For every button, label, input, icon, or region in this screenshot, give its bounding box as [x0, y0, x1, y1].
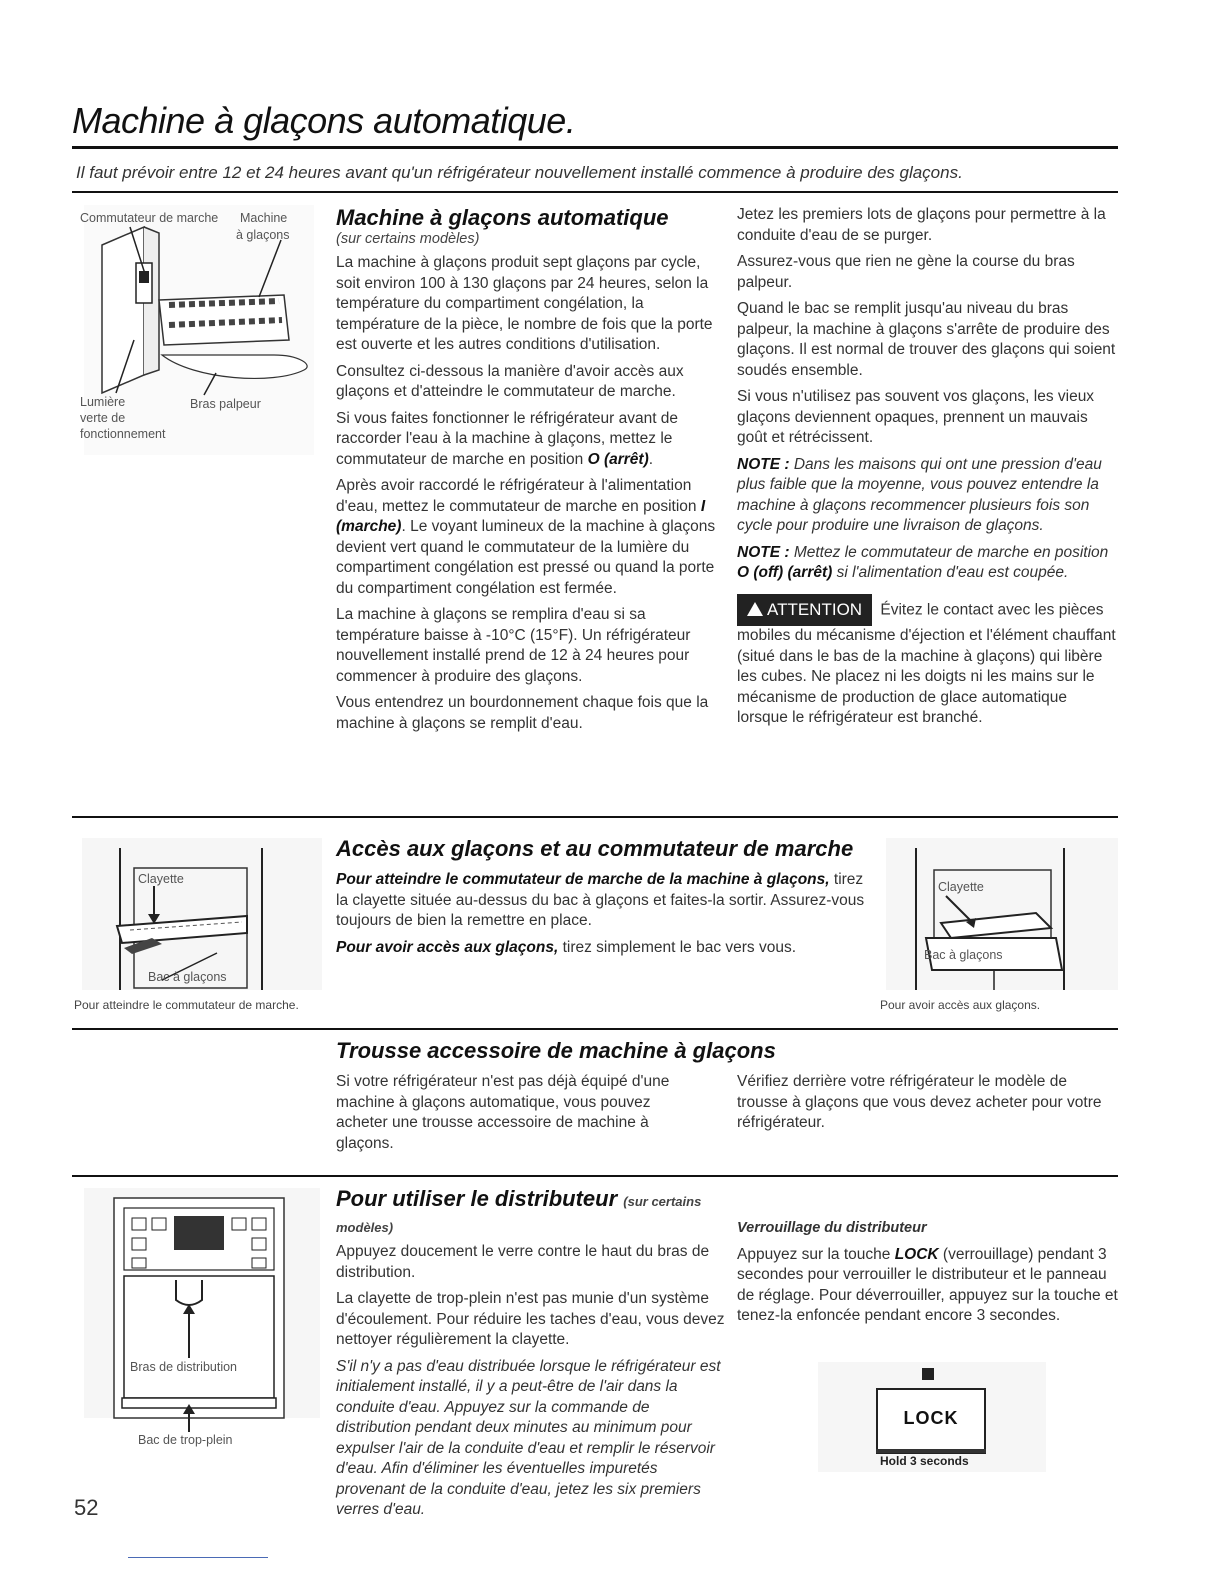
right-shelf-label: Clayette	[938, 880, 984, 894]
shelf-illustration-left	[82, 838, 322, 990]
section3-rule	[72, 1028, 1118, 1030]
shelf-figure-right	[886, 838, 1118, 990]
label-machine-1: Machine	[240, 211, 288, 225]
tray-label: Bac de trop-plein	[138, 1433, 233, 1447]
label-light-1: Lumière	[80, 395, 126, 409]
subtitle-rule	[72, 191, 1118, 193]
icemaker-figure	[74, 205, 324, 455]
label-arm: Bras palpeur	[190, 397, 261, 411]
lock-text: Appuyez sur la touche LOCK (verrouillage) pendant 3 secondes pour verrouiller le distributeur et le panneau de réglage. Pour déverrouiller, appuyez sur la touche et tenez-la enfoncée pendant encore 3 secondes.	[737, 1245, 1118, 1324]
section1-r1: Jetez les premiers lots de glaçons pour permettre à la conduite d'eau de se purger.	[737, 206, 1106, 244]
page-number: 52	[74, 1495, 99, 1520]
section1-p1: La machine à glaçons produit sept glaçons par cycle, soit environ 100 à 130 glaçons par 24 heures, selon la température du compartiment congélation, la température de la pièce, le nombre de fois que la porte est ouverte et les autres conditions d'utilisation.	[336, 254, 713, 353]
page-title: Machine à glaçons automatique.	[72, 100, 576, 141]
section1-r2: Assurez-vous que rien ne gène la course du bras palpeur.	[737, 253, 1075, 291]
section1-note2: NOTE : Mettez le commutateur de marche en position O (off) (arrêt) si l'alimentation d'eau est coupée.	[737, 543, 1109, 581]
section4-rule	[72, 1175, 1118, 1177]
section1-subheading: (sur certains modèles)	[336, 231, 480, 247]
section3-left	[336, 1072, 706, 1160]
section1-main	[336, 205, 721, 740]
section3-right	[737, 1072, 1107, 1140]
footer-rule	[128, 1557, 268, 1558]
lock-hold-label: Hold 3 seconds	[880, 1454, 969, 1468]
section2-rule	[72, 816, 1118, 818]
lock-indicator-light	[922, 1368, 934, 1380]
section1-p3: Si vous faites fonctionner le réfrigérateur avant de raccorder l'eau à la machine à glaçons, mettez le commutateur de marche en position O (arrêt).	[336, 409, 679, 468]
left-shelf-label: Clayette	[138, 872, 184, 886]
section3-left-text: Si votre réfrigérateur n'est pas déjà équipé d'une machine à glaçons automatique, vous pouvez acheter une trousse accessoire de machine à glaçons.	[336, 1073, 670, 1152]
arm-label: Bras de distribution	[130, 1360, 238, 1374]
section1-p6: Vous entendrez un bourdonnement chaque fois que la machine à glaçons se remplit d'eau.	[336, 694, 709, 732]
section1-r3: Quand le bac se remplit jusqu'au niveau du bras palpeur, la machine à glaçons s'arrête de produire des glaçons. Il est normal de trouver des glaçons qui soient soudés ensemble.	[737, 300, 1116, 379]
label-machine-2: à glaçons	[236, 228, 290, 242]
shelf-figure-left	[82, 838, 322, 990]
lock-heading: Verrouillage du distributeur	[737, 1220, 927, 1236]
section4-p3: S'il n'y a pas d'eau distribuée lorsque le réfrigérateur est initialement installé, il y a peut-être de l'air dans la conduite d'eau. Appuyez sur la commande de distribution pendant deux minutes au minimum pour expulser l'air de la conduite d'eau et remplir le réservoir d'eau. Afin d'éliminer les éventuelles impuretés provenant de la conduite d'eau, jetez les six premiers verres d'eau.	[336, 1357, 721, 1518]
lock-button-label: LOCK	[903, 1408, 959, 1428]
right-bin-label: Bac à glaçons	[924, 948, 1003, 962]
section4-right	[737, 1218, 1122, 1333]
label-light-3: fonctionnement	[80, 427, 166, 441]
section4-main	[336, 1186, 726, 1527]
left-bin-label: Bac à glaçons	[148, 970, 227, 984]
section1-note1: NOTE : Dans les maisons qui ont une pression d'eau plus faible que la moyenne, vous pouvez entendre la machine à glaçons recommencer plusieurs fois son cycle pour produire une livraison de glaçons.	[737, 455, 1102, 534]
lock-underline	[876, 1449, 986, 1453]
section2-heading: Accès aux glaçons et au commutateur de marche	[336, 836, 854, 861]
left-figure-caption: Pour atteindre le commutateur de marche.	[74, 998, 299, 1012]
dispenser-figure	[84, 1188, 320, 1458]
page-subtitle: Il faut prévoir entre 12 et 24 heures avant qu'un réfrigérateur nouvellement installé commence à produire des glaçons.	[76, 163, 963, 182]
shelf-illustration-right	[886, 838, 1118, 990]
section2-text	[336, 836, 876, 964]
section4-heading: Pour utiliser le distributeur (sur certains modèles)	[336, 1186, 702, 1235]
title-rule	[72, 146, 1118, 149]
section4-p2: La clayette de trop-plein n'est pas munie d'un système d'écoulement. Pour réduire les taches d'eau, vous devez nettoyer régulièrement la clayette.	[336, 1290, 725, 1348]
section1-right	[737, 205, 1122, 735]
label-light-2: verte de	[80, 411, 126, 425]
attention-badge: ATTENTION	[737, 594, 872, 627]
section1-p4: Après avoir raccordé le réfrigérateur à l'alimentation d'eau, mettez le commutateur de marche en position I (marche). Le voyant lumineux de la machine à glaçons devient vert quand le commutateur de la lumière du compartiment congélation est pressé ou quand la porte du compartiment congélation est fermée.	[336, 477, 716, 597]
section1-p5: La machine à glaçons se remplira d'eau si sa température baisse à -10°C (15°F). Un réfrigérateur nouvellement installé prend de 12 à 24 heures pour commencer à produire des glaçons.	[336, 606, 691, 685]
attention-warning: ATTENTION Évitez le contact avec les pièces mobiles du mécanisme d'éjection et l'élément chauffant (situé dans le bas de la machine à glaçons) qui libère les cubes. Ne placez ni les doigts ni les mains sur le mécanisme de production de glace automatique lorsque le réfrigérateur est branché.	[737, 594, 1122, 729]
section3	[336, 1038, 1116, 1072]
section3-heading: Trousse accessoire de machine à glaçons	[336, 1038, 776, 1063]
section4-p1: Appuyez doucement le verre contre le haut du bras de distribution.	[336, 1243, 710, 1281]
section3-right-text: Vérifiez derrière votre réfrigérateur le modèle de trousse à glaçons que vous devez acheter pour votre réfrigérateur.	[737, 1073, 1102, 1131]
label-switch: Commutateur de marche	[80, 211, 219, 225]
section1-r4: Si vous n'utilisez pas souvent vos glaçons, les vieux glaçons deviennent opaques, prennent un mauvais goût et rétrécissent.	[737, 388, 1095, 446]
section2-p2: Pour avoir accès aux glaçons, tirez simplement le bac vers vous.	[336, 938, 797, 956]
section2-p1: Pour atteindre le commutateur de marche de la machine à glaçons, tirez la clayette située au-dessus du bac à glaçons et faites-la sortir. Assurez-vous toujours de bien la remettre en place.	[336, 871, 865, 929]
warning-triangle-icon	[747, 602, 763, 616]
dispenser-illustration	[84, 1188, 320, 1458]
lock-button[interactable]	[876, 1388, 986, 1454]
section1-heading: Machine à glaçons automatique	[336, 205, 669, 230]
right-figure-caption: Pour avoir accès aux glaçons.	[880, 998, 1041, 1012]
section1-p2: Consultez ci-dessous la manière d'avoir accès aux glaçons et d'atteindre le commutateur de marche.	[336, 362, 684, 400]
